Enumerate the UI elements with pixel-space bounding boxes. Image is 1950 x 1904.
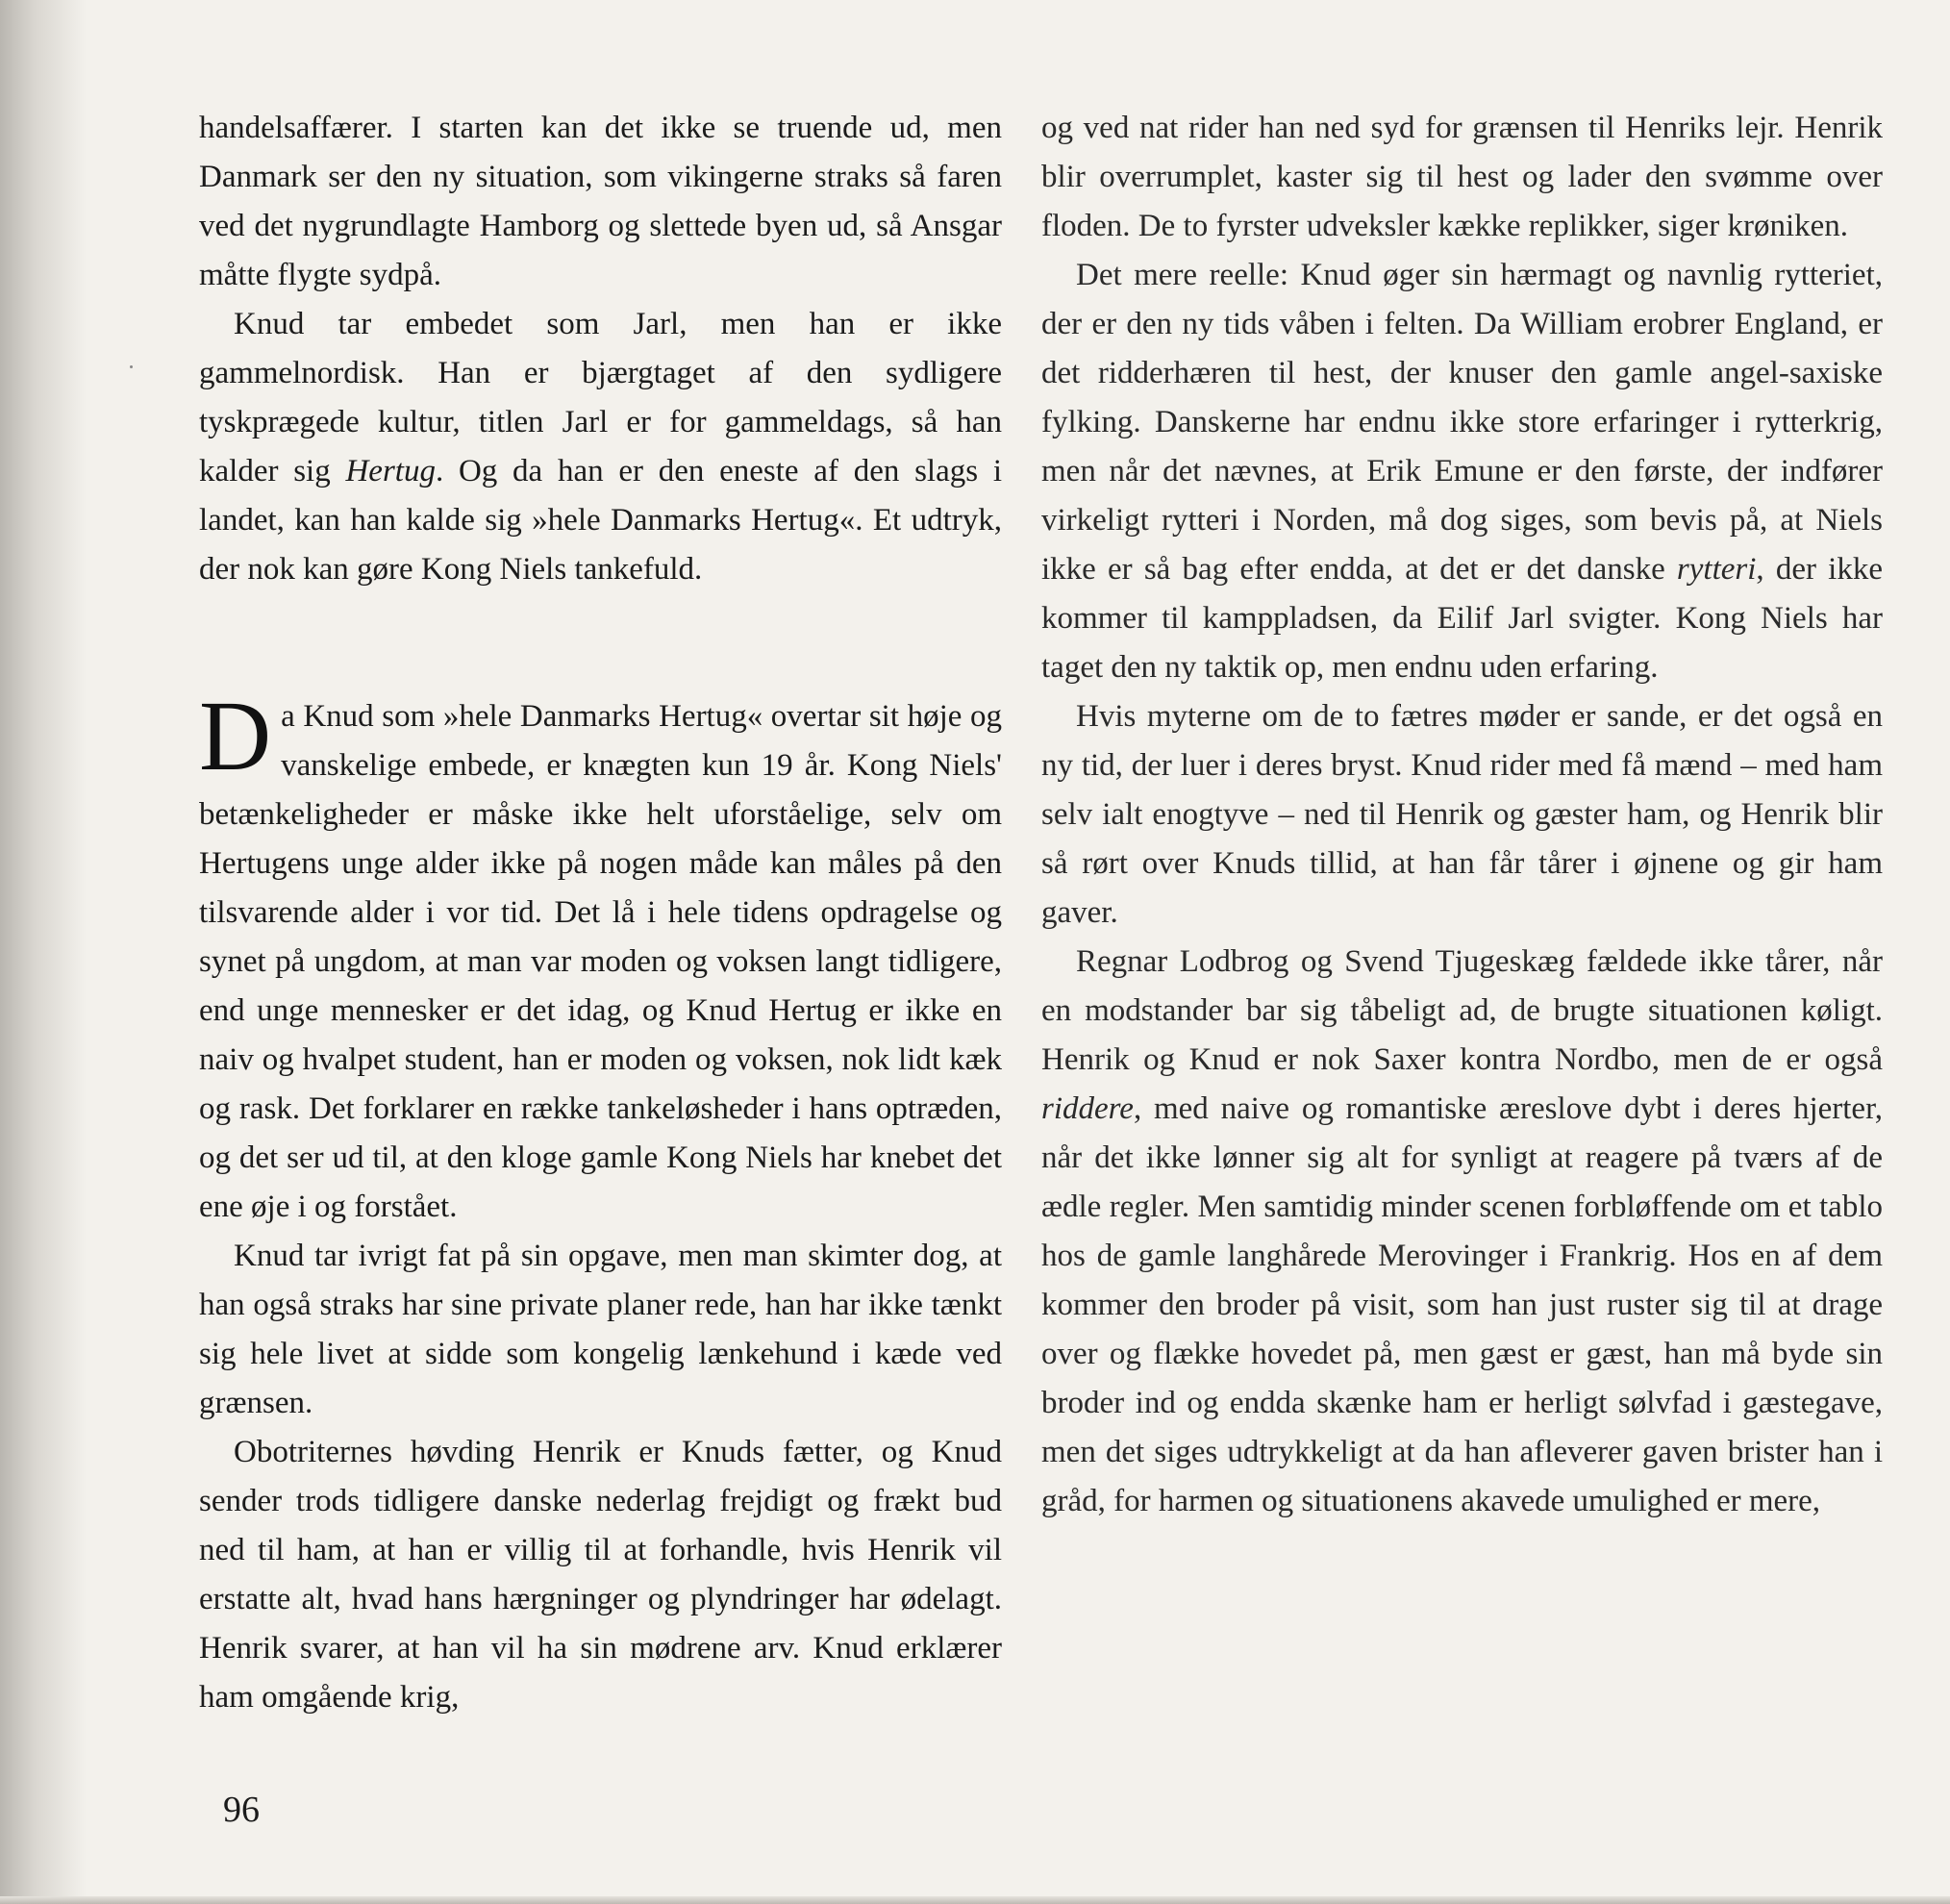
text-run: Regnar Lodbrog og Svend Tjugeskæg fældede ikke tårer, når en modstander bar sig tåbeligt ad, de brugte situationen køligt. Henrik og Knud er nok Saxer kontra Nordbo, men de er også [1041, 944, 1883, 1077]
text-run: , med naive og romantiske æreslove dybt i deres hjerter, når det ikke lønner sig alt for synligt at reagere på tværs af de ædle regler. Men samtidig minder scenen forbløffende om et tablo hos de gamle langhårede Merovinger i Frankrig. Hos en af dem kommer den broder på visit, som han just ruster sig til at drage over og flække hovedet på, men gæst er gæst, han må byde sin broder ind og endda skænke ham er herligt sølvfad i gæstegave, men det siges udtrykkeligt at da han afleverer gaven brister han i gråd, for harmen og situationens akavede umulighed er mere, [1041, 1091, 1883, 1518]
left-text-column [199, 104, 1002, 1722]
italic-term: Hertug [345, 454, 436, 489]
text-run: , der ikke kommer til kamppladsen, da Eilif Jarl svigter. Kong Niels har taget den ny taktik op, men endnu uden erfaring. [1041, 552, 1883, 685]
text-run: . Og da han er den eneste af den slags i landet, kan han kalde sig »hele Danmarks Hertug«. Et udtryk, der nok kan gøre Kong Niels tankefuld. [199, 454, 1003, 587]
text-run: Knud tar embedet som Jarl, men han er ikke gammelnordisk. Han er bjærgtaget af den sydligere tyskprægede kultur, titlen Jarl er for gammeldags, så han kalder sig [199, 307, 1002, 489]
right-text-column [1041, 104, 1883, 1526]
drop-cap: D [199, 681, 272, 791]
text-run: a Knud som »hele Danmarks Hertug« overtar sit høje og vanskelige embede, er knægten kun 19 år. Kong Niels' betænkeligheder er måske ikke helt uforståelige, selv om Hertugens unge alder ikke på nogen måde kan måles på den tilsvarende alder i vor tid. Det lå i hele tidens opdragelse og synet på ungdom, at man var moden og voksen langt tidligere, end unge mennesker er det idag, og Knud Hertug er ikke en naiv og hvalpet student, han er moden og voksen, nok lidt kæk og rask. Det forklarer en række tankeløsheder i hans optræden, og det ser ud til, at den kloge gamle Kong Niels har knebet det ene øje i og forstået. [199, 699, 1002, 1224]
italic-term: rytteri [1676, 552, 1757, 587]
paragraph [199, 300, 1002, 594]
paragraph: Knud tar ivrigt fat på sin opgave, men man skimter dog, at han også straks har sine private planer rede, han har ikke tænkt sig hele livet at sidde som kongelig lænkehund i kæde ved grænsen. [199, 1239, 1002, 1420]
text-run: Det mere reelle: Knud øger sin hærmagt og navnlig rytteriet, der er den ny tids våben i felten. Da William erobrer England, er det ridderhæren til hest, der knuser den gamle angel-saxiske fylking. Danskerne har endnu ikke store erfaringer i rytterkrig, men når det nævnes, at Erik Emune er den første, der indfører virkeligt rytteri i Norden, må dog siges, som bevis på, at Niels ikke er så bag efter endda, at det er det danske [1041, 258, 1883, 587]
paragraph [1041, 938, 1883, 1526]
paragraph: handelsaffærer. I starten kan det ikke se truende ud, men Danmark ser den ny situation, som vikingerne straks så faren ved det nygrundlagte Hamborg og slettede byen ud, så Ansgar måtte flygte sydpå. [199, 111, 1002, 292]
margin-speck [130, 365, 133, 368]
paragraph: Obotriternes høvding Henrik er Knuds fætter, og Knud sender trods tidligere danske nederlag frejdigt og frækt bud ned til ham, at han er villig til at forhandle, hvis Henrik vil erstatte alt, hvad hans hærgninger og plyndringer har ødelagt. Henrik svarer, at han vil ha sin mødrene arv. Knud erklærer ham omgående krig, [199, 1435, 1002, 1715]
paragraph [1041, 251, 1883, 692]
paragraph: og ved nat rider han ned syd for grænsen til Henriks lejr. Henrik blir overrumplet, kaster sig til hest og lader den svømme over floden. De to fyrster udveksler kække replikker, siger krøniken. [1041, 111, 1883, 243]
section-start-paragraph [199, 681, 1002, 1232]
page-number: 96 [223, 1790, 260, 1830]
italic-term: riddere [1041, 1091, 1134, 1126]
paragraph: Hvis myterne om de to fætres møder er sande, er det også en ny tid, der luer i deres bryst. Knud rider med få mænd – med ham selv ialt enogtyve – ned til Henrik og gæster ham, og Henrik blir så rørt over Knuds tillid, at han får tårer i øjnene og gir ham gaver. [1041, 699, 1883, 930]
page-bottom-edge [0, 1896, 1950, 1904]
book-gutter-shadow [0, 0, 87, 1904]
